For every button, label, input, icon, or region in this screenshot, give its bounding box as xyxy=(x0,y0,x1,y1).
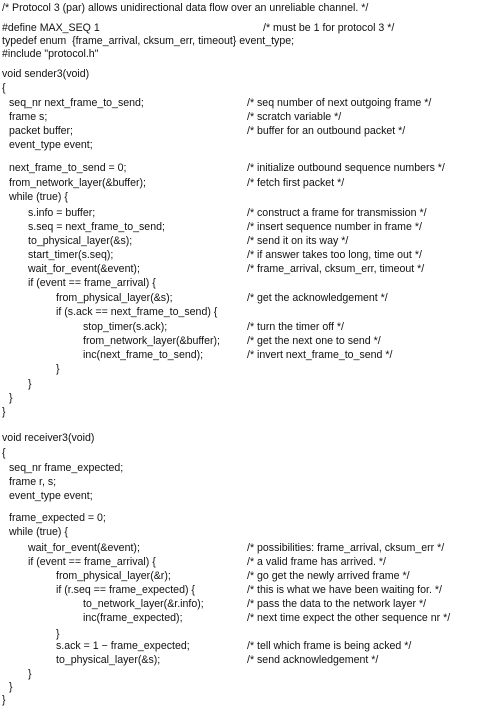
receiver-to-physical-comment: /* send acknowledgement */ xyxy=(247,654,379,666)
sender-inner-comment: /* get the next one to send */ xyxy=(247,335,381,347)
sender-close-brace: } xyxy=(2,406,6,418)
sender-inner-code: from_network_layer(&buffer); xyxy=(83,335,220,347)
receiver-decl-code: seq_nr frame_expected; xyxy=(9,462,124,474)
sender-close-brace: } xyxy=(9,392,13,404)
sender-while-line xyxy=(0,191,483,204)
receiver-wait-line xyxy=(0,542,483,555)
sender-inner-line xyxy=(0,321,483,334)
receiver-open-brace-line xyxy=(0,447,483,460)
receiver-inner-code: inc(frame_expected); xyxy=(83,612,183,624)
sender-decl-code: frame s; xyxy=(9,111,48,123)
sender-loop-line xyxy=(0,207,483,220)
receiver-decl-code: frame r, s; xyxy=(9,476,57,488)
receiver-if-event-comment: /* a valid frame has arrived. */ xyxy=(247,556,386,568)
receiver-inner-comment: /* pass the data to the network layer */ xyxy=(247,598,427,610)
receiver-to-physical-line xyxy=(0,654,483,667)
sender-loop-code: start_timer(s.seq); xyxy=(28,249,114,261)
receiver-wait-comment: /* possibilities: frame_arrival, cksum_err */ xyxy=(247,542,445,554)
sender-if-ack: if (s.ack == next_frame_to_send) { xyxy=(56,306,218,318)
receiver-inner-line xyxy=(0,612,483,625)
sender-decl-code: packet buffer; xyxy=(9,125,73,137)
receiver-ack-code: s.ack = 1 − frame_expected; xyxy=(56,640,190,652)
sender-if-event-line xyxy=(0,277,483,290)
sender-loop-comment: /* construct a frame for transmission */ xyxy=(247,207,427,219)
receiver-signature: void receiver3(void) xyxy=(2,432,95,444)
sender-loop-code: to_physical_layer(&s); xyxy=(28,235,133,247)
receiver-close-brace-line xyxy=(0,694,483,707)
sender-decl-comment: /* seq number of next outgoing frame */ xyxy=(247,97,432,109)
receiver-if-event-code: if (event == frame_arrival) { xyxy=(28,556,156,568)
header-title: /* Protocol 3 (par) allows unidirectional data flow over an unreliable channel. */ xyxy=(2,2,369,14)
receiver-open-brace: { xyxy=(2,447,6,459)
sender-init-code: next_frame_to_send = 0; xyxy=(9,162,127,174)
receiver-close-brace: } xyxy=(56,628,60,640)
receiver-while: while (true) { xyxy=(9,526,68,538)
receiver-close-brace-line xyxy=(0,668,483,681)
sender-signature-line xyxy=(0,68,483,81)
sender-loop-line xyxy=(0,221,483,234)
include-line xyxy=(0,48,483,61)
sender-inner-code: inc(next_frame_to_send); xyxy=(83,349,204,361)
sender-close-brace-line xyxy=(0,378,483,391)
receiver-if-seq-comment: /* this is what we have been waiting for. */ xyxy=(247,584,442,596)
sender-loop-code: wait_for_event(&event); xyxy=(28,263,140,275)
sender-inner-line xyxy=(0,335,483,348)
receiver-close-brace-line xyxy=(0,681,483,694)
receiver-if-seq-code: if (r.seq == frame_expected) { xyxy=(56,584,195,596)
sender-inner-line xyxy=(0,349,483,362)
sender-open-brace-line xyxy=(0,82,483,95)
receiver-from-physical-code: from_physical_layer(&r); xyxy=(56,570,171,582)
sender-decl-line xyxy=(0,125,483,138)
sender-loop-comment: /* if answer takes too long, time out */ xyxy=(247,249,422,261)
header-title-line xyxy=(0,2,483,15)
receiver-close-brace: } xyxy=(9,681,13,693)
sender-if-event: if (event == frame_arrival) { xyxy=(28,277,156,289)
sender-decl-line xyxy=(0,97,483,110)
sender-decl-comment: /* buffer for an outbound packet */ xyxy=(247,125,406,137)
receiver-while-line xyxy=(0,526,483,539)
sender-close-brace-line xyxy=(0,392,483,405)
sender-close-brace: } xyxy=(56,363,60,375)
sender-from-physical-line xyxy=(0,292,483,305)
sender-loop-code: s.info = buffer; xyxy=(28,207,96,219)
sender-init-line xyxy=(0,177,483,190)
sender-open-brace: { xyxy=(2,82,6,94)
typedef-line xyxy=(0,35,483,48)
define-code: #define MAX_SEQ 1 xyxy=(2,22,100,34)
receiver-inner-comment: /* next time expect the other sequence nr */ xyxy=(247,612,451,624)
sender-while: while (true) { xyxy=(9,191,68,203)
receiver-signature-line xyxy=(0,432,483,445)
sender-loop-comment: /* send it on its way */ xyxy=(247,235,349,247)
sender-inner-code: stop_timer(s.ack); xyxy=(83,321,168,333)
sender-inner-comment: /* invert next_frame_to_send */ xyxy=(247,349,393,361)
define-comment: /* must be 1 for protocol 3 */ xyxy=(263,22,395,34)
sender-loop-code: s.seq = next_frame_to_send; xyxy=(28,221,165,233)
receiver-if-event-line xyxy=(0,556,483,569)
sender-close-brace-line xyxy=(0,406,483,419)
receiver-ack-comment: /* tell which frame is being acked */ xyxy=(247,640,412,652)
receiver-close-brace: } xyxy=(28,668,32,680)
sender-init-code: from_network_layer(&buffer); xyxy=(9,177,146,189)
receiver-decl-line xyxy=(0,462,483,475)
define-line xyxy=(0,22,483,35)
sender-close-brace-line xyxy=(0,363,483,376)
sender-loop-line xyxy=(0,249,483,262)
receiver-from-physical-line xyxy=(0,570,483,583)
sender-init-line xyxy=(0,162,483,175)
receiver-ack-line xyxy=(0,640,483,653)
sender-if-ack-line xyxy=(0,306,483,319)
receiver-wait-code: wait_for_event(&event); xyxy=(28,542,140,554)
receiver-inner-code: to_network_layer(&r.info); xyxy=(83,598,204,610)
sender-from-physical-comment: /* get the acknowledgement */ xyxy=(247,292,388,304)
sender-loop-line xyxy=(0,263,483,276)
sender-decl-code: event_type event; xyxy=(9,139,93,151)
sender-inner-comment: /* turn the timer off */ xyxy=(247,321,344,333)
sender-init-comment: /* fetch first packet */ xyxy=(247,177,345,189)
sender-from-physical-code: from_physical_layer(&s); xyxy=(56,292,173,304)
receiver-init-code: frame_expected = 0; xyxy=(9,512,106,524)
receiver-if-seq-line xyxy=(0,584,483,597)
receiver-decl-line xyxy=(0,490,483,503)
sender-close-brace: } xyxy=(28,378,32,390)
sender-loop-comment: /* frame_arrival, cksum_err, timeout */ xyxy=(247,263,425,275)
sender-signature: void sender3(void) xyxy=(2,68,90,80)
receiver-decl-code: event_type event; xyxy=(9,490,93,502)
receiver-close-brace: } xyxy=(2,694,6,706)
typedef-code: typedef enum {frame_arrival, cksum_err, timeout} event_type; xyxy=(2,35,295,47)
sender-loop-line xyxy=(0,235,483,248)
sender-decl-line xyxy=(0,111,483,124)
include-code: #include "protocol.h" xyxy=(2,48,99,60)
sender-decl-line xyxy=(0,139,483,152)
receiver-init-line xyxy=(0,512,483,525)
receiver-to-physical-code: to_physical_layer(&s); xyxy=(56,654,161,666)
receiver-from-physical-comment: /* go get the newly arrived frame */ xyxy=(247,570,410,582)
receiver-inner-line xyxy=(0,598,483,611)
sender-decl-code: seq_nr next_frame_to_send; xyxy=(9,97,144,109)
sender-loop-comment: /* insert sequence number in frame */ xyxy=(247,221,422,233)
sender-init-comment: /* initialize outbound sequence numbers */ xyxy=(247,162,445,174)
sender-decl-comment: /* scratch variable */ xyxy=(247,111,342,123)
receiver-decl-line xyxy=(0,476,483,489)
